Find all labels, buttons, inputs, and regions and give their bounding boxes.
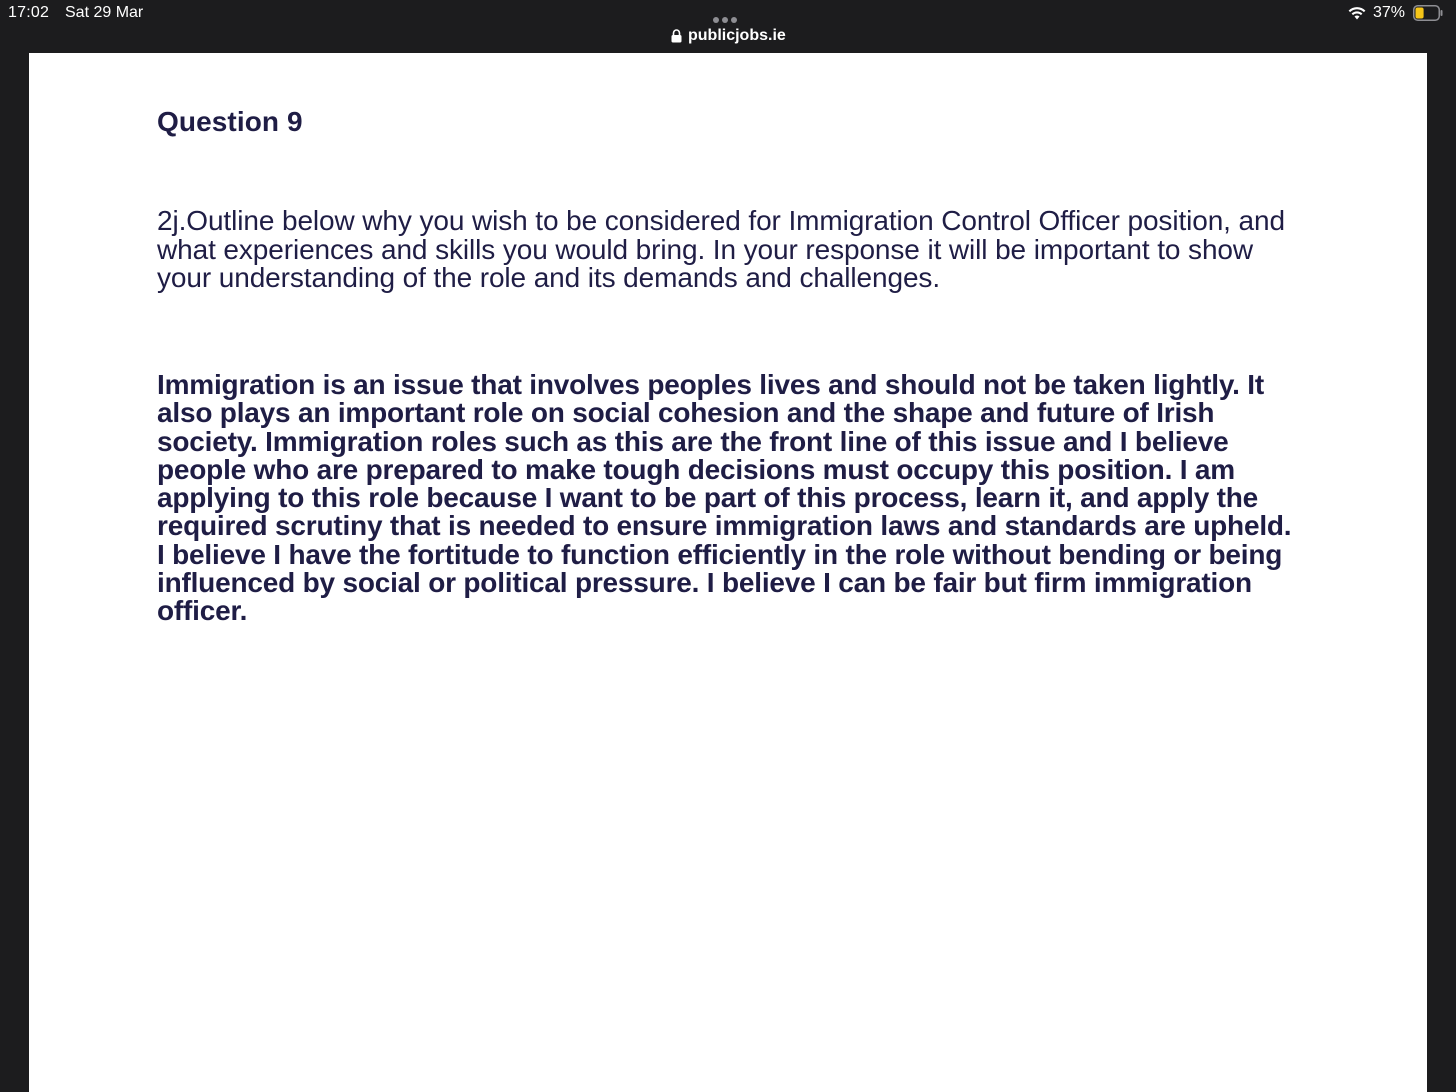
url-display[interactable] bbox=[671, 25, 786, 47]
url-text: publicjobs.ie bbox=[688, 27, 786, 44]
question-prompt: 2j.Outline below why you wish to be considered for Immigration Control Officer position, and what experiences and skills you would bring. In your response it will be important to show your understanding of the role and its demands and challenges. bbox=[157, 205, 1285, 293]
page-content bbox=[29, 53, 1427, 1092]
page-title: Question 9 bbox=[157, 106, 303, 137]
battery-icon bbox=[1413, 5, 1443, 21]
address-bar[interactable] bbox=[0, 24, 1456, 52]
status-date: Sat 29 Mar bbox=[65, 4, 144, 21]
wifi-icon bbox=[1347, 5, 1367, 21]
status-time: 17:02 bbox=[8, 4, 50, 21]
battery-percent: 37% bbox=[1373, 4, 1406, 21]
answer-text: Immigration is an issue that involves peoples lives and should not be taken lightly. It also plays an important role on social cohesion and the shape and future of Irish society. Immigration roles such as this are the front line of this issue and I believe people who are prepared to make tough decisions must occupy this position. I am applying to this role because I want to be part of this process, learn it, and apply the required scrutiny that is needed to ensure immigration laws and standards are upheld. I believe I have the fortitude to function efficiently in the role without bending or being influenced by social or political pressure. I believe I can be fair but firm immigration officer. bbox=[157, 369, 1292, 627]
multitasking-dots-icon[interactable] bbox=[713, 10, 743, 16]
lock-icon bbox=[671, 29, 682, 43]
